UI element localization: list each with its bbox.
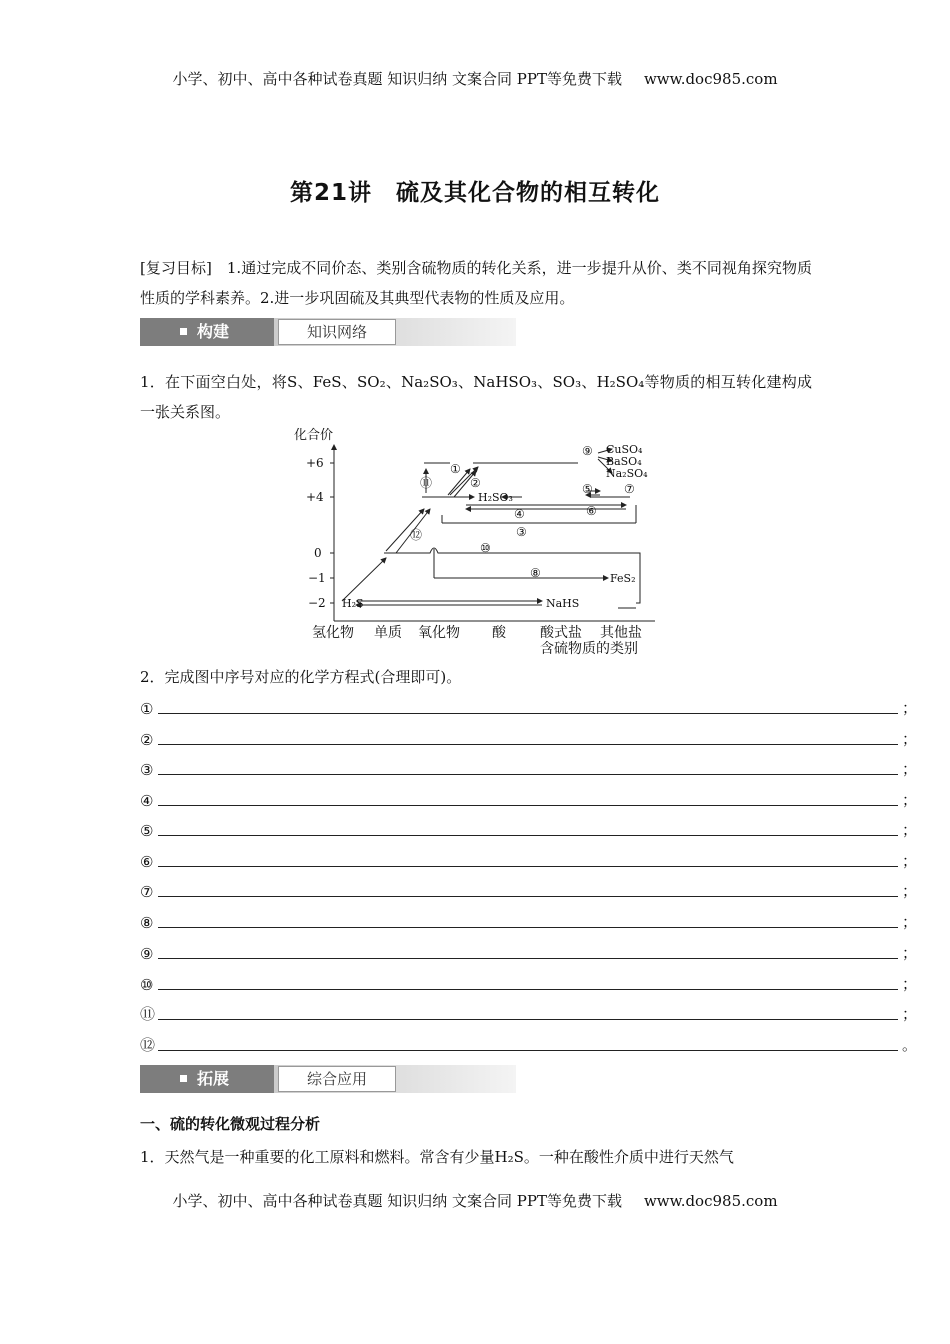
answer-blank[interactable]: [158, 1049, 898, 1051]
label-10: ⑩: [480, 541, 491, 555]
answer-end: 。: [902, 1036, 918, 1054]
label-4: ④: [514, 507, 525, 521]
page-footer: [0, 1190, 950, 1211]
answer-line[interactable]: [140, 1031, 918, 1057]
answer-blank[interactable]: [158, 804, 898, 806]
y-tick: 0: [314, 546, 322, 560]
answer-line[interactable]: [140, 877, 918, 903]
footer-site[interactable]: www.doc985.com: [643, 1192, 778, 1210]
species-na2so4: Na₂SO₄: [606, 467, 648, 480]
banner-knowledge-network: [140, 318, 516, 346]
square-icon: [180, 1075, 187, 1082]
answer-end: ；: [902, 730, 918, 748]
footer-text: 小学、初中、高中各种试卷真题 知识归纳 文案合同 PPT等免费下载: [172, 1192, 622, 1210]
answer-end: ；: [902, 760, 918, 778]
page-title: 第21讲 硫及其化合物的相互转化: [289, 180, 660, 206]
answer-end: ；: [902, 699, 918, 717]
answer-end: ；: [902, 821, 918, 839]
label-3: ③: [516, 525, 527, 539]
answer-blank[interactable]: [158, 895, 898, 897]
question-1: 1．在下面空白处，将S、FeS、SO₂、Na₂SO₃、NaHSO₃、SO₃、H₂SO₄等物质的相互转化建构成一张关系图。: [140, 373, 812, 421]
answer-end: ；: [902, 913, 918, 931]
answer-blank[interactable]: [158, 712, 898, 714]
sulfur-relationship-diagram: [290, 425, 660, 657]
x-axis-title: 含硫物质的类别: [540, 641, 638, 657]
answer-line[interactable]: [140, 816, 918, 842]
answer-line[interactable]: [140, 755, 918, 781]
answer-number: ⑦: [140, 883, 154, 901]
x-category: 单质: [374, 625, 402, 641]
label-12: ⑫: [410, 528, 423, 542]
answer-line[interactable]: [140, 786, 918, 812]
answer-number: ①: [140, 700, 154, 718]
y-tick: +6: [306, 456, 324, 470]
y-tick: +4: [306, 490, 324, 504]
answer-line[interactable]: [140, 725, 918, 751]
banner-comprehensive-application: [140, 1065, 516, 1093]
label-7: ⑦: [624, 482, 635, 496]
species-h2so3: H₂SO₃: [478, 491, 513, 504]
species-nahs: NaHS: [546, 597, 580, 610]
answer-number: ⑨: [140, 945, 154, 963]
label-9: ⑨: [582, 444, 593, 458]
banner-dark-tab: [140, 1065, 274, 1093]
answer-line[interactable]: [140, 694, 918, 720]
label-8: ⑧: [530, 566, 541, 580]
y-axis-title: 化合价: [294, 428, 334, 443]
banner-light-label: 知识网络: [278, 319, 396, 345]
answer-blank[interactable]: [158, 957, 898, 959]
answer-end: ；: [902, 852, 918, 870]
answer-number: ⑩: [140, 976, 154, 994]
species-baso4: BaSO₄: [606, 455, 642, 468]
label-11: ⑪: [420, 476, 433, 490]
x-category: 氢化物: [312, 625, 354, 641]
answer-number: ⑪: [140, 1005, 156, 1023]
banner-dark-label: 拓展: [197, 1069, 230, 1088]
answer-line[interactable]: [140, 970, 918, 996]
y-tick: −1: [308, 571, 326, 585]
question-2: 2．完成图中序号对应的化学方程式(合理即可)。: [140, 668, 462, 686]
page-header: [0, 68, 950, 89]
answer-number: ③: [140, 761, 154, 779]
answer-line[interactable]: [140, 847, 918, 873]
answer-end: ；: [902, 944, 918, 962]
answer-end: ；: [902, 975, 918, 993]
x-category: 其他盐: [600, 625, 642, 641]
species-cuso4: CuSO₄: [606, 443, 643, 456]
answer-blank[interactable]: [158, 926, 898, 928]
species-h2s: H₂S: [342, 597, 364, 610]
answer-end: ；: [902, 791, 918, 809]
answer-blank[interactable]: [158, 773, 898, 775]
section-question-1: 1．天然气是一种重要的化工原料和燃料。常含有少量H₂S。一种在酸性介质中进行天然气: [140, 1148, 734, 1166]
answer-number: ④: [140, 792, 154, 810]
label-5: ⑤: [582, 482, 593, 496]
x-category: 氧化物: [418, 625, 460, 641]
header-site[interactable]: www.doc985.com: [643, 70, 778, 88]
answer-line[interactable]: [140, 908, 918, 934]
species-fes2: FeS₂: [610, 572, 636, 585]
section-heading: 一、硫的转化微观过程分析: [140, 1115, 321, 1133]
label-2: ②: [470, 476, 481, 490]
answer-blank[interactable]: [158, 865, 898, 867]
answer-line[interactable]: [140, 939, 918, 965]
answer-blank[interactable]: [158, 743, 898, 745]
y-tick: −2: [308, 596, 326, 610]
x-category: 酸: [492, 625, 506, 641]
answer-end: ；: [902, 882, 918, 900]
review-objectives: [复习目标] 1.通过完成不同价态、类别含硫物质的转化关系，进一步提升从价、类不同视角探究物质性质的学科素养。2.进一步巩固硫及其典型代表物的性质及应用。: [140, 259, 812, 307]
answer-number: ⑫: [140, 1036, 156, 1054]
answer-blank[interactable]: [158, 1018, 898, 1020]
banner-light-label: 综合应用: [278, 1066, 396, 1092]
x-category: 酸式盐: [540, 625, 582, 641]
banner-dark-tab: [140, 318, 274, 346]
answer-number: ⑤: [140, 822, 154, 840]
label-1: ①: [450, 462, 461, 476]
square-icon: [180, 328, 187, 335]
banner-dark-label: 构建: [197, 322, 230, 341]
answer-number: ⑧: [140, 914, 154, 932]
answer-line[interactable]: [140, 1000, 918, 1026]
label-6: ⑥: [586, 504, 597, 518]
answer-blank[interactable]: [158, 834, 898, 836]
answer-blank[interactable]: [158, 988, 898, 990]
answer-end: ；: [902, 1005, 918, 1023]
answer-number: ⑥: [140, 853, 154, 871]
header-text: 小学、初中、高中各种试卷真题 知识归纳 文案合同 PPT等免费下载: [172, 70, 622, 88]
answer-number: ②: [140, 731, 154, 749]
